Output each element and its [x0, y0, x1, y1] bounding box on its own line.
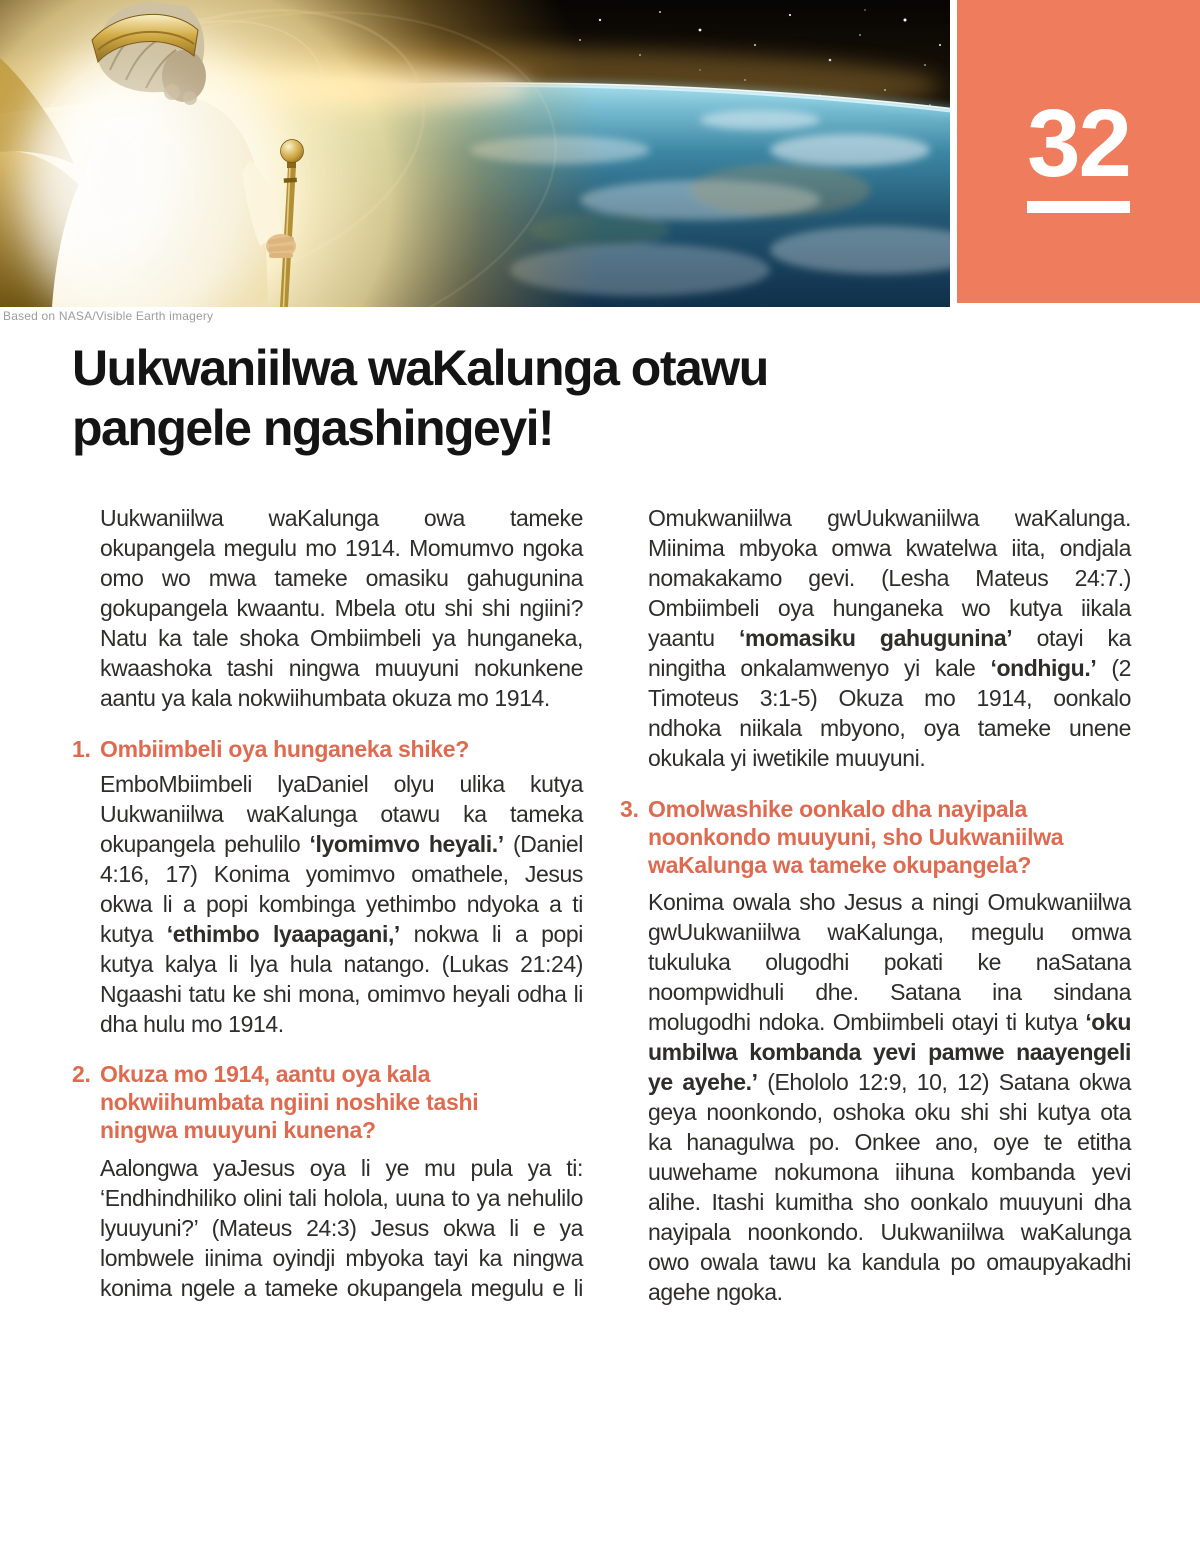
king-over-earth-illustration	[0, 0, 950, 307]
question-1-paragraph: EmboMbiimbeli lyaDaniel olyu ulika kutya Uukwaniilwa waKalunga otawu ka tameka okupangela pehulilo ‘lyomimvo heyali.’ (Daniel 4:16, 17) Konima yomimvo omathele, Jesus okwa li a popi kombinga yethimbo ndyoka a ti kutya ‘ethimbo lyaapagani,’ nokwa li a popi kutya kalya li lya hula natango. (Lukas 21:24) Ngaashi tatu ke shi mona, omimvo heyali odha li dha hulu mo 1914.	[100, 771, 584, 1037]
hero-image	[0, 0, 950, 307]
question-2-heading-text: Okuza mo 1914, aantu oya kala nokwiihumbata ngiini noshike tashi ningwa muuyuni kunena?	[100, 1061, 479, 1143]
intro-paragraph: Uukwaniilwa waKalunga owa tameke okupangela megulu mo 1914. Momumvo ngoka omo wo mwa tameke omasiku gahugunina gokupangela kwaantu. Mbela otu shi shi ngiini? Natu ka tale shoka Ombiimbeli ya hunganeka, kwaashoka tashi ningwa muuyuni nokunkene aantu ya kala nokwiihumbata okuza mo 1914.	[100, 505, 583, 711]
question-3-paragraph: Konima owala sho Jesus a ningi Omukwaniilwa gwUukwaniilwa waKalunga, megulu omwa tukuluka olugodhi pokati ke naSatana noompwidhuli dhe. Satana ina sindana molugodhi ndoka. Ombiimbeli otayi ti kutya ‘oku umbilwa kombanda yevi pamwe naayengeli ye ayehe.’ (Ehololo 12:9, 10, 12) Satana okwa geya noonkondo, oshoka oku shi shi kutya ota ka hanagulwa po. Onkee ano, oye te etitha uuwehame nokumona iihuna kombanda yevi alihe. Itashi kumitha sho oonkalo muuyuni dha nayipala noonkondo. Uukwaniilwa waKalunga owo owala tawu ka kandula po omaupyakadhi agehe ngoka.	[648, 889, 1131, 1305]
page-number-underline	[1027, 201, 1130, 213]
question-3-number: 3.	[620, 796, 639, 822]
question-2-number: 2.	[72, 1061, 91, 1087]
question-1-heading	[72, 735, 583, 763]
question-2-heading	[72, 1060, 583, 1144]
question-1-number: 1.	[72, 736, 91, 762]
article-title: Uukwaniilwa waKalunga otawu pangele ngashingeyi!	[72, 340, 768, 456]
question-1-heading-text: Ombiimbeli oya hunganeka shike?	[100, 736, 470, 762]
image-credit: Based on NASA/Visible Earth imagery	[3, 309, 214, 323]
column-right	[620, 503, 1131, 1343]
question-2-paragraph: Aalongwa yaJesus oya li ye mu pula ya ti: ‘Endhindhiliko olini tali holola, uuna to ya nehulilo lyuuyuni?’ (Mateus 24:3) Jesus okwa li e ya lombwele iinima oyindji mbyoka tayi ka ningwa konima ngele a tameke okupangela megulu e li	[100, 1155, 583, 1301]
page-number-badge	[957, 0, 1200, 303]
column-left	[72, 503, 583, 1343]
question-2-paragraph-continued: Omukwaniilwa gwUukwaniilwa waKalunga. Miinima mbyoka omwa kwatelwa iita, ondjala nomakakamo gevi. (Lesha Mateus 24:7.) Ombiimbeli oya hunganeka wo kutya iikala yaantu ‘momasiku gahugunina’ otayi ka ningitha onkalamwenyo yi kale ‘ondhigu.’ (2 Timoteus 3:1-5) Okuza mo 1914, oonkalo ndhoka niikala mbyono, oya tameke unene okukala yi iwetikile muuyuni.	[648, 505, 1132, 771]
page-number: 32	[1027, 90, 1130, 197]
question-3-heading-text: Omolwashike oonkalo dha nayipala noonkondo muuyuni, sho Uukwaniilwa waKalunga wa tameke okupangela?	[648, 796, 1064, 878]
question-3-heading	[620, 795, 1131, 879]
staff-knob	[281, 140, 304, 163]
